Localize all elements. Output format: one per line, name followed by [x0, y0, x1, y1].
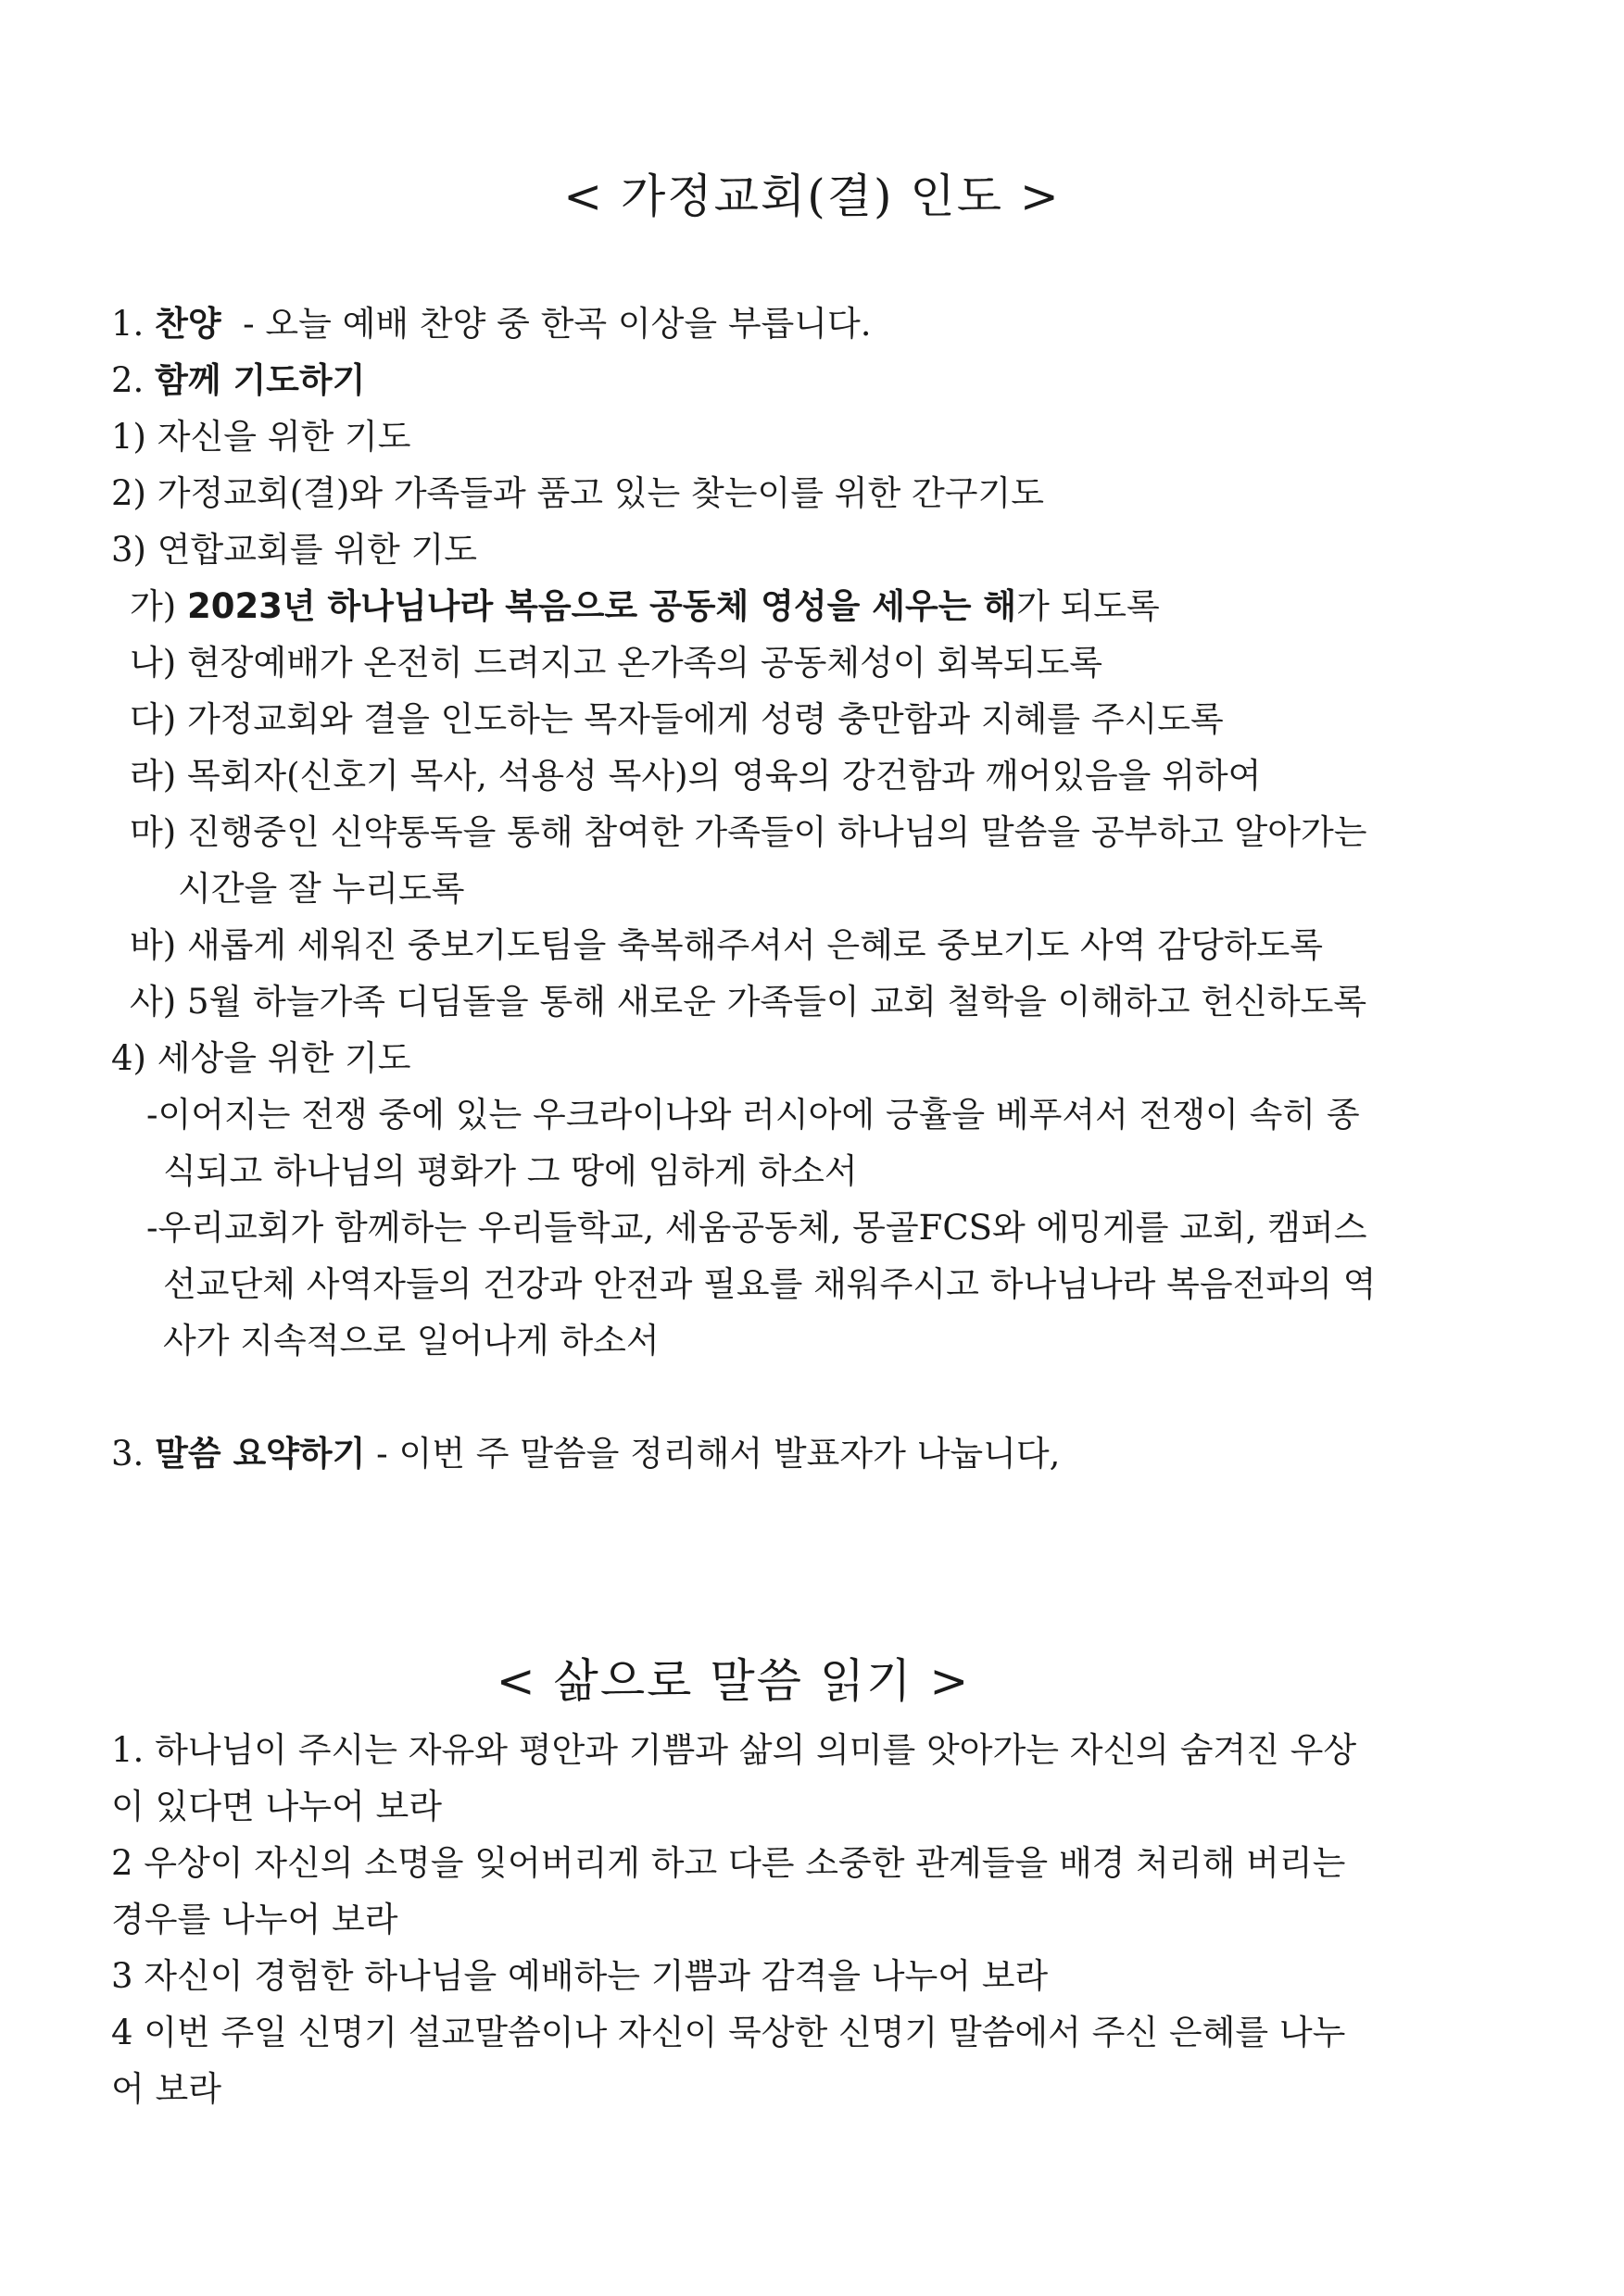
world-prayer-1-line2: 식되고 하나님의 평화가 그 땅에 임하게 하소서: [163, 1151, 858, 1191]
item-sermon-summary: [111, 1426, 1060, 1482]
world-prayer-2-line1: -우리교회가 함께하는 우리들학교, 세움공동체, 몽골FCS와 에밍게를 교회, 캠퍼스: [146, 1208, 1367, 1248]
world-prayer-2-line2: 선교단체 사역자들의 건강과 안전과 필요를 채워주시고 하나님나라 복음전파의 역: [163, 1264, 1377, 1304]
sub-item-na: 나) 현장예배가 온전히 드려지고 온가족의 공동체성이 회복되도록: [130, 643, 1103, 683]
section-title-house-church: < 가정교회(결) 인도 >: [563, 169, 1061, 223]
sub-item-ma-line1: 마) 진행중인 신약통독을 통해 참여한 가족들이 하나님의 말씀을 공부하고 알아가는: [130, 812, 1367, 852]
sub-item-sa: 사) 5월 하늘가족 디딤돌을 통해 새로운 가족들이 교회 철학을 이해하고 헌신하도록: [130, 982, 1367, 1022]
item-heading: 찬양: [155, 304, 221, 344]
prayer-point-3: 3) 연합교회를 위한 기도: [111, 530, 477, 570]
item-text: - 이번 주 말씀을 정리해서 발표자가 나눕니다,: [365, 1434, 1061, 1474]
world-prayer-2-line3: 사가 지속적으로 일어나게 하소서: [163, 1321, 660, 1361]
prayer-point-4: 4) 세상을 위한 기도: [111, 1038, 411, 1078]
sub-item-ra: 라) 목회자(신호기 목사, 석용성 목사)의 영육의 강건함과 깨어있음을 위하여: [130, 756, 1262, 796]
item-heading: 함께 기도하기: [155, 360, 366, 400]
item-praise: [111, 296, 872, 352]
question-4-line2: 어 보라: [111, 2069, 221, 2109]
sub-item-ba: 바) 새롭게 세워진 중보기도팀을 축복해주셔서 은혜로 중보기도 사역 감당하도록: [130, 925, 1324, 965]
item-heading: 말씀 요약하기: [155, 1434, 366, 1474]
item-number: 3.: [111, 1434, 145, 1474]
question-4-line1: 4 이번 주일 신명기 설교말씀이나 자신이 묵상한 신명기 말씀에서 주신 은혜를 나누: [111, 2013, 1346, 2052]
question-2-line2: 경우를 나누어 보라: [111, 1900, 398, 1939]
item-number: 2.: [111, 360, 145, 400]
sub-item-prefix: 가): [130, 586, 187, 626]
sub-item-da: 다) 가정교회와 결을 인도하는 목자들에게 성령 충만함과 지혜를 주시도록: [130, 699, 1224, 739]
section-title-living-word: < 삶으로 말씀 읽기 >: [496, 1654, 971, 1708]
sub-item-ma-line2: 시간을 잘 누리도록: [178, 869, 465, 909]
sub-item-bold-text: 2023년 하나님나라 복음으로 공동체 영성을 세우는 해: [186, 586, 1017, 626]
item-text: - 오늘 예배 찬양 중 한곡 이상을 부릅니다.: [220, 304, 872, 344]
world-prayer-1-line1: -이어지는 전쟁 중에 있는 우크라이나와 러시아에 긍휼을 베푸셔서 전쟁이 속히 종: [146, 1095, 1360, 1135]
question-2-line1: 2 우상이 자신의 소명을 잊어버리게 하고 다른 소중한 관계들을 배경 처리해 버리는: [111, 1843, 1346, 1883]
prayer-point-2: 2) 가정교회(결)와 가족들과 품고 있는 찾는이를 위한 간구기도: [111, 473, 1044, 513]
sub-item-suffix: 가 되도록: [1016, 586, 1160, 626]
item-number: 1.: [111, 304, 145, 344]
sub-item-ga: [130, 579, 1160, 634]
item-pray-together: [111, 353, 365, 408]
question-3: 3 자신이 경험한 하나님을 예배하는 기쁨과 감격을 나누어 보라: [111, 1956, 1049, 1996]
prayer-point-1: 1) 자신을 위한 기도: [111, 417, 411, 457]
question-1-line1: 1. 하나님이 주시는 자유와 평안과 기쁨과 삶의 의미를 앗아가는 자신의 숨겨진 우상: [111, 1730, 1357, 1770]
question-1-line2: 이 있다면 나누어 보라: [111, 1787, 442, 1826]
